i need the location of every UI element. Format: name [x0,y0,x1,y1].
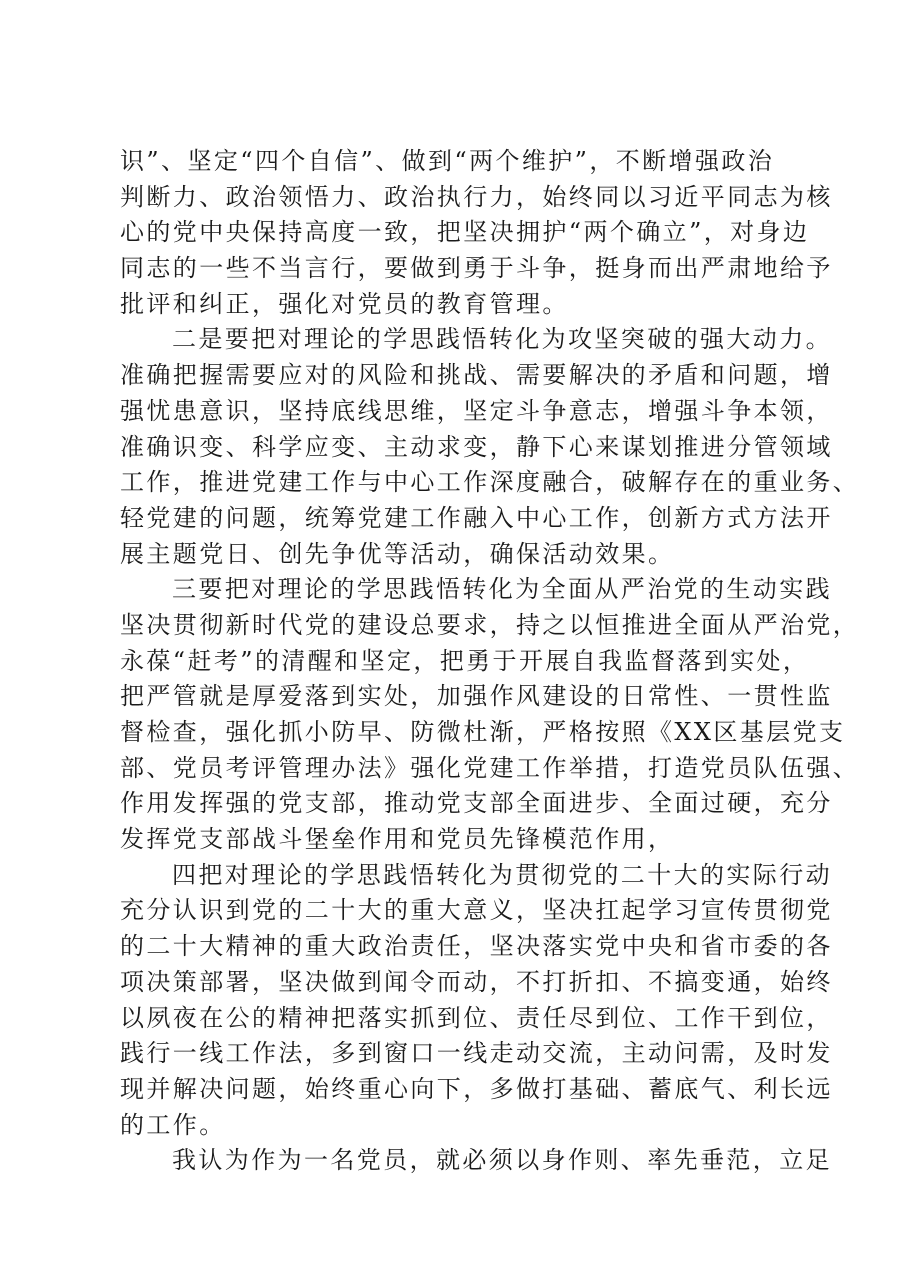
paragraph-3 [120,572,860,858]
text-line: 现并解决问题，始终重心向下，多做打基础、蓄底气、利长远 [120,1074,833,1103]
text-line: 充分认识到党的二十大的重大意义，坚决扛起学习宣传贯彻党 [120,896,833,925]
text-line: 同志的一些不当言行，要做到勇于斗争，挺身而出严肃地给予 [120,254,833,283]
text-line: 的二十大精神的重大政治责任，坚决落实党中央和省市委的各 [120,932,833,961]
document-body [120,144,860,1179]
text-line: 项决策部署，坚决做到闻令而动，不打折扣、不搞变通，始终 [120,967,833,996]
paragraph-4 [120,858,833,1144]
text-line: 以夙夜在公的精神把落实抓到位、责任尽到位、工作干到位， [120,1003,833,1032]
text-line: 四把对理论的学思践悟转化为贯彻党的二十大的实际行动 [172,860,832,889]
text-line: 批评和纠正，强化对党员的教育管理。 [120,289,569,318]
text-line: 我认为作为一名党员，就必须以身作则、率先垂范，立足 [172,1146,832,1175]
text-line: 把严管就是厚爱落到实处，加强作风建设的日常性、一贯性监 [120,682,833,711]
text-line: 展主题党日、创先争优等活动，确保活动效果。 [120,539,675,568]
text-line: 准确把握需要应对的风险和挑战、需要解决的矛盾和问题，增 [120,361,833,390]
text-line: 识”、坚定“四个自信”、做到“两个维护”，不断增强政治 [120,147,775,175]
text-line: 工作，推进党建工作与中心工作深度融合，破解存在的重业务、 [120,468,860,497]
text-line: 永葆“赶考”的清醒和坚定，把勇于开展自我监督落到实处， [120,646,810,675]
text-line: 的工作。 [120,1110,226,1139]
text-line: 强忧患意识，坚持底线思维，坚定斗争意志，增强斗争本领， [120,396,833,425]
paragraph-5 [120,1143,832,1179]
text-line: 践行一线工作法，多到窗口一线走动交流，主动问需，及时发 [120,1039,833,1068]
text-line: 作用发挥强的党支部，推动党支部全面进步、全面过硬，充分 [120,789,833,818]
text-line: 轻党建的问题，统筹党建工作融入中心工作，创新方式方法开 [120,503,833,532]
text-line: 二是要把对理论的学思践悟转化为攻坚突破的强大动力。 [172,325,832,354]
text-line: 督检查，强化抓小防早、防微杜渐，严格按照《XX区基层党支 [120,718,846,746]
text-line: 心的党中央保持高度一致，把坚决拥护“两个确立”，对身边 [120,218,810,247]
text-line: 发挥党支部战斗堡垒作用和党员先锋模范作用， [120,825,675,854]
paragraph-1 [120,144,833,322]
text-line: 准确识变、科学应变、主动求变，静下心来谋划推进分管领域 [120,432,833,461]
text-line: 判断力、政治领悟力、政治执行力，始终同以习近平同志为核 [120,182,833,211]
text-line: 三要把对理论的学思践悟转化为全面从严治党的生动实践 [172,575,832,604]
text-line: 部、党员考评管理办法》强化党建工作举措，打造党员队伍强、 [120,753,860,782]
text-line: 坚决贯彻新时代党的建设总要求，持之以恒推进全面从严治党， [120,610,860,639]
paragraph-2 [120,322,860,572]
